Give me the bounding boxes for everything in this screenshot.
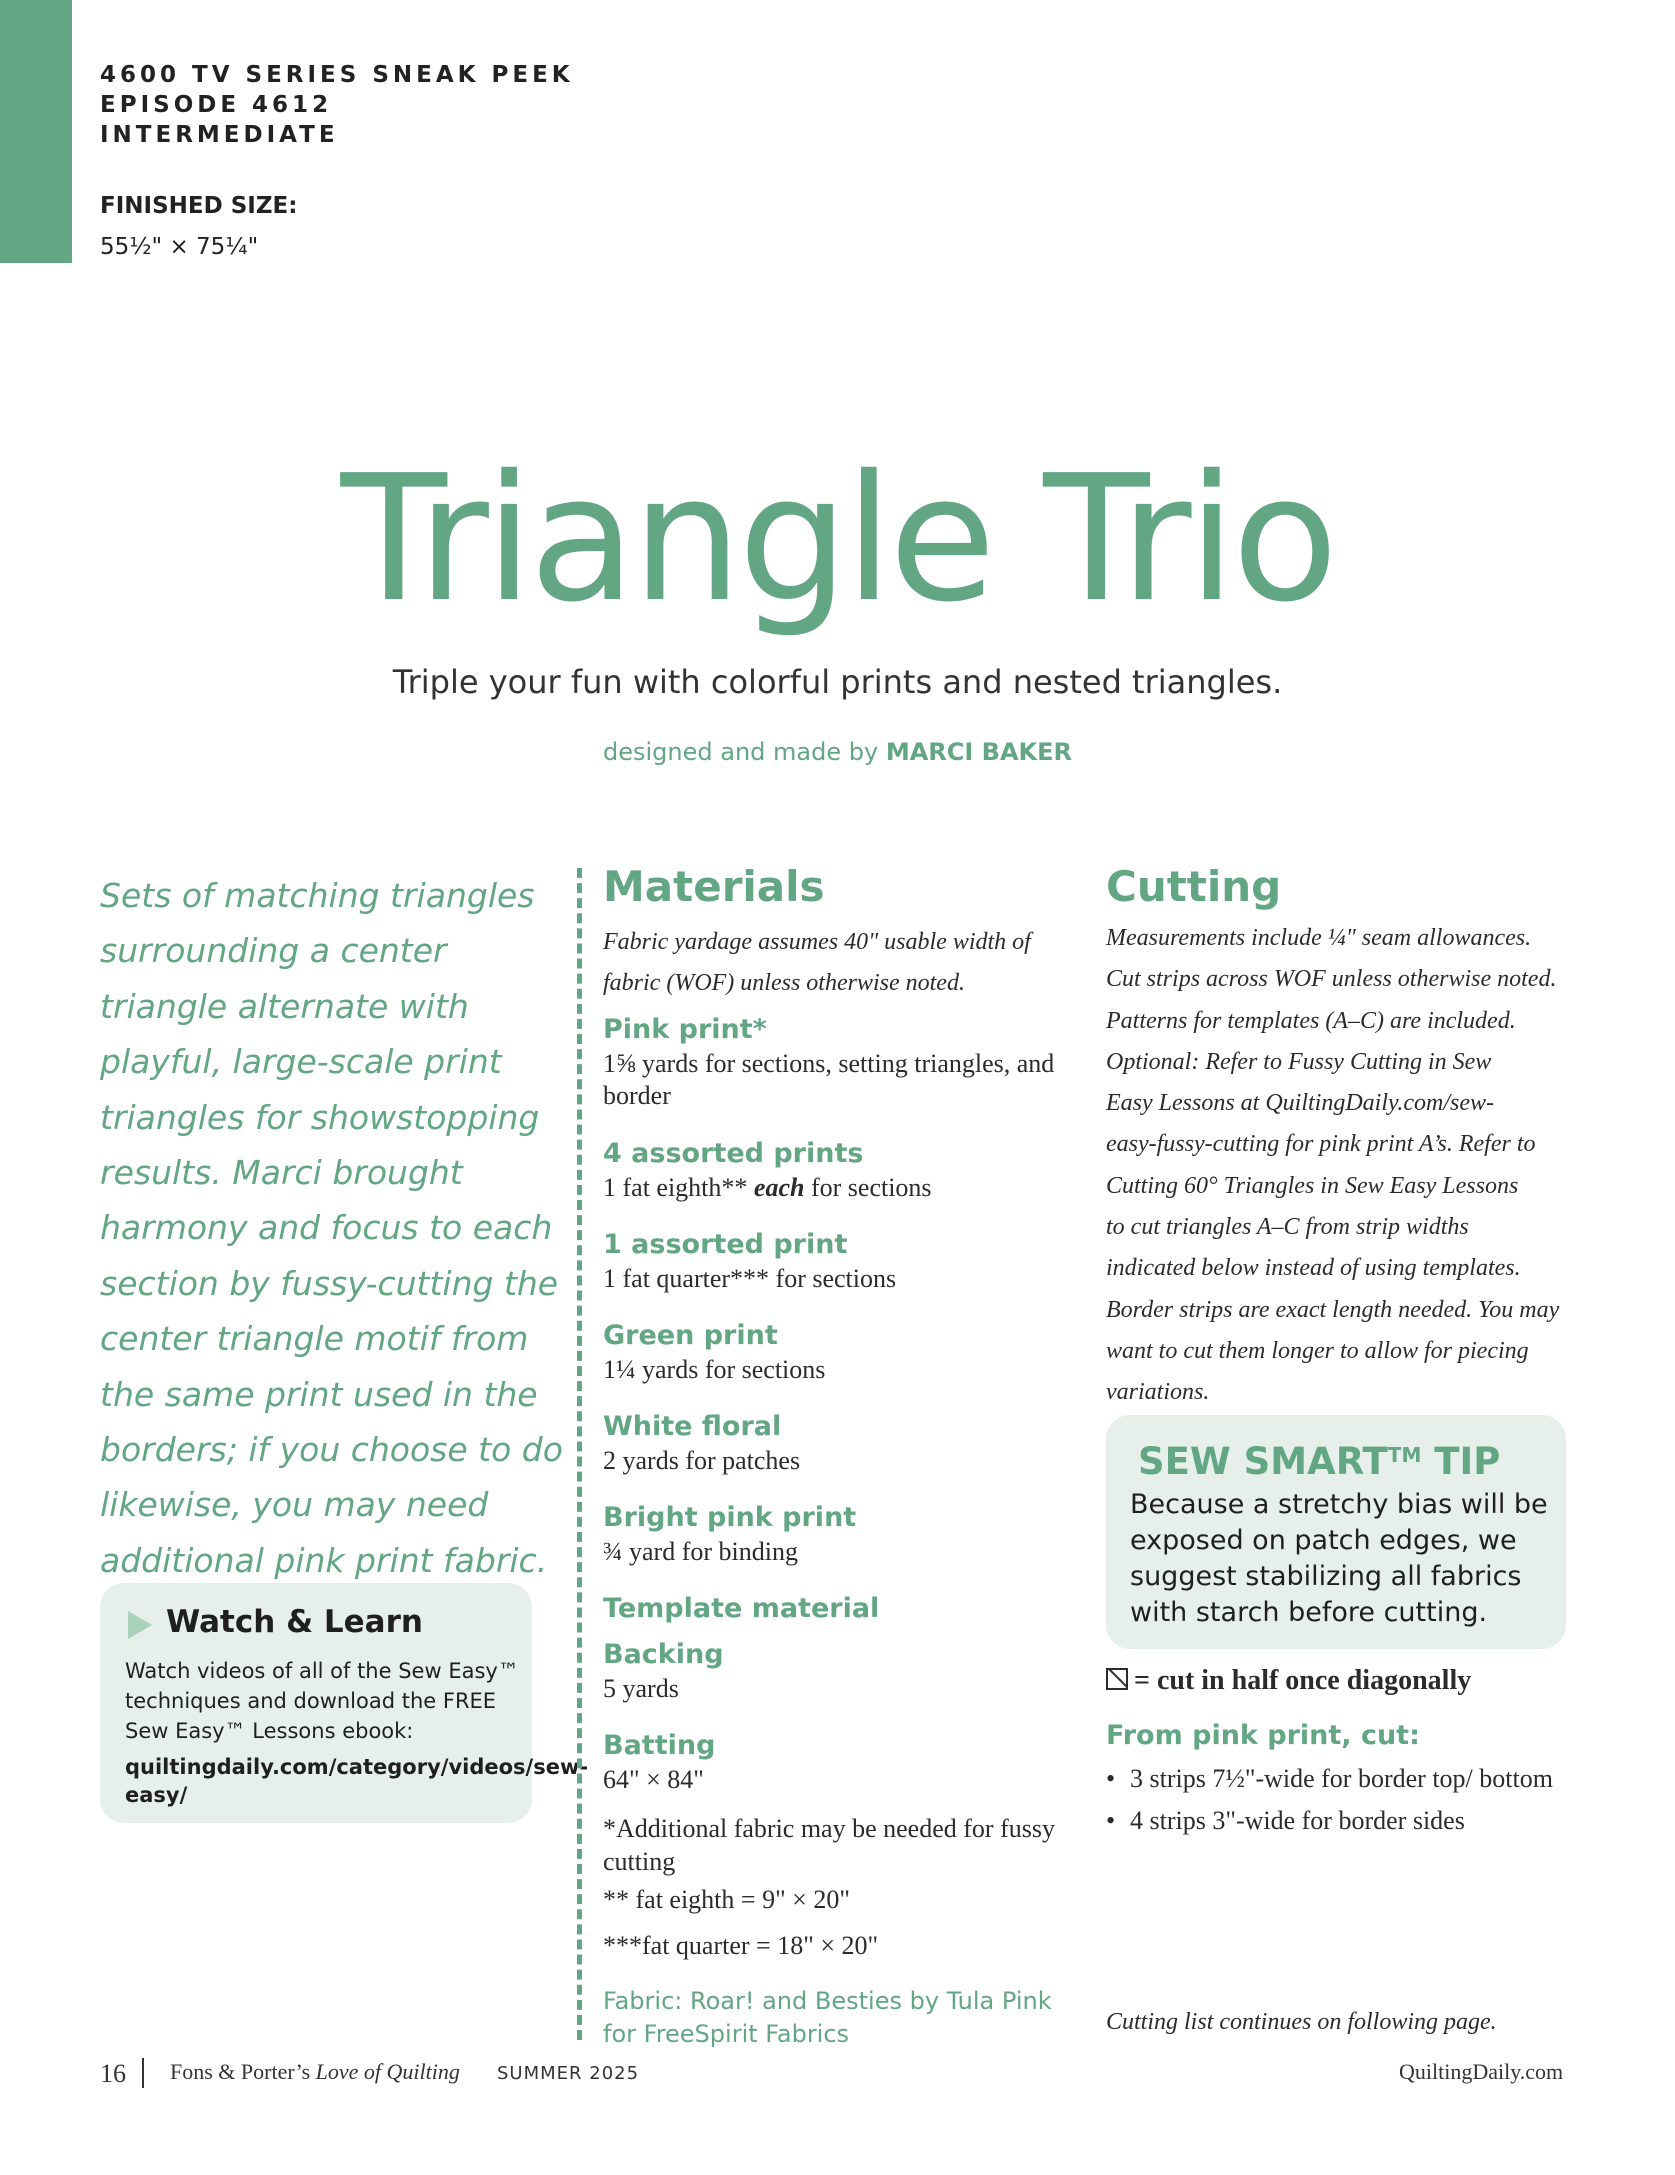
byline (0, 738, 1675, 766)
column-divider (577, 868, 582, 2040)
intro-text: Sets of matching triangles surrounding a center triangle alternate with playful, large-scale print triangles for showstopping results. Marci brought harmony and focus to each section by fussy-cutting the center triangle motif from the same print used in the borders; if you choose to do likewise, you may need additional pink print fabric. (100, 876, 563, 1580)
cut-diagonal-legend (1106, 1665, 1471, 1697)
half-diagonal-square-icon (1106, 1668, 1128, 1690)
page-number: 16 (100, 2059, 126, 2088)
cutting-line: Optional: Refer to Fussy Cutting in Sew (1106, 1048, 1492, 1075)
sidebar-color-bar (0, 0, 72, 263)
materials-heading: Materials (603, 862, 825, 911)
designer-name: MARCI BAKER (885, 738, 1072, 766)
legend-text: = cut in half once diagonally (1134, 1665, 1472, 1696)
material-detail-part: for sections (804, 1173, 932, 1202)
cutting-instructions (1106, 918, 1576, 1414)
cutting-line: Easy Lessons at QuiltingDaily.com/sew- (1106, 1090, 1494, 1117)
cutting-list (1106, 1758, 1566, 1841)
material-name: White floral (603, 1411, 782, 1442)
cutting-line: variations. (1106, 1379, 1210, 1406)
material-name: 1 assorted print (603, 1229, 848, 1260)
fabric-credit: Fabric: Roar! and Besties by Tula Pink for FreeSpirit Fabrics (603, 1987, 1052, 2048)
tip-title (1138, 1440, 1500, 1483)
material-name: Bright pink print (603, 1502, 857, 1533)
material-detail: 5 yards (603, 1674, 679, 1703)
cutting-line: Patterns for templates (A–C) are included. (1106, 1007, 1516, 1034)
material-name: 4 assorted prints (603, 1138, 864, 1169)
magazine-name-b: Love of Quilting (315, 2059, 460, 2084)
cutting-subheading: From pink print, cut: (1106, 1720, 1420, 1751)
cutting-line: Measurements include ¼" seam allowances. (1106, 925, 1532, 951)
series-line: 4600 TV SERIES SNEAK PEEK (100, 62, 574, 88)
cutting-line: Border strips are exact length needed. You may (1106, 1296, 1560, 1323)
footnote-fat-eighth: ** fat eighth = 9" × 20" (603, 1885, 850, 1914)
finished-size-value: 55½" × 75¼" (100, 234, 259, 260)
tip-title-suffix: TIP (1421, 1440, 1501, 1483)
cutting-line: easy-fussy-cutting for pink print A’s. Refer to (1106, 1131, 1536, 1158)
material-name: Backing (603, 1639, 724, 1670)
tip-title-text: SEW SMART (1138, 1440, 1388, 1483)
material-detail: 1 fat quarter*** for sections (603, 1264, 897, 1293)
cutting-line: indicated below instead of using templates. (1106, 1255, 1521, 1282)
material-name: Template material (603, 1593, 880, 1624)
footnote-fat-quarter: ***fat quarter = 18" × 20" (603, 1931, 879, 1960)
watch-learn-link[interactable]: quiltingdaily.com/category/videos/sew-easy/ (125, 1755, 589, 1807)
material-name: Batting (603, 1730, 716, 1761)
continues-note: Cutting list continues on following page. (1106, 2009, 1497, 2035)
material-detail: 2 yards for patches (603, 1446, 801, 1475)
material-detail (603, 1172, 1065, 1204)
footnote-additional-fabric: *Additional fabric may be needed for fussy cutting (603, 1814, 1055, 1876)
magazine-name (170, 2059, 460, 2085)
material-detail: 64" × 84" (603, 1765, 704, 1794)
watch-learn-text: Watch videos of all of the Sew Easy™ techniques and download the FREE Sew Easy™ Lessons ebook: (125, 1659, 519, 1743)
series-info (100, 60, 574, 150)
page-subtitle: Triple your fun with colorful prints and nested triangles. (392, 663, 1283, 701)
material-name: Green print (603, 1320, 778, 1351)
material-detail: ¾ yard for binding (603, 1537, 798, 1566)
episode-line: EPISODE 4612 (100, 92, 333, 118)
page-title: Triangle Trio (340, 438, 1335, 641)
materials-note: Fabric yardage assumes 40" usable width of fabric (WOF) unless otherwise noted. (603, 929, 1031, 997)
cutting-heading: Cutting (1106, 862, 1282, 911)
material-detail: 1¼ yards for sections (603, 1355, 826, 1384)
play-triangle-icon (128, 1611, 152, 1639)
material-detail-part: 1 fat eighth** (603, 1173, 754, 1202)
skill-level: INTERMEDIATE (100, 122, 339, 148)
trademark-mark: TM (1387, 1443, 1422, 1467)
cutting-line: to cut triangles A–C from strip widths (1106, 1214, 1469, 1241)
issue-season: SUMMER 2025 (497, 2063, 640, 2084)
cutting-line: Cutting 60° Triangles in Sew Easy Lessons (1106, 1172, 1519, 1199)
list-item: • 4 strips 3"-wide for border sides (1106, 1800, 1566, 1842)
finished-size-label: FINISHED SIZE: (100, 193, 298, 219)
list-item: • 3 strips 7½"-wide for border top/ bottom (1106, 1758, 1566, 1800)
material-detail: 1⅝ yards for sections, setting triangles, and border (603, 1049, 1055, 1110)
material-detail-emphasis: each (753, 1173, 805, 1202)
tip-text: Because a stretchy bias will be exposed on patch edges, we suggest stabilizing all fabrics with starch before cutting. (1130, 1489, 1548, 1628)
byline-prefix: designed and made by (603, 738, 886, 766)
watch-learn-title: Watch & Learn (166, 1604, 423, 1640)
footer-separator (142, 2058, 144, 2088)
site-url[interactable]: QuiltingDaily.com (1399, 2059, 1564, 2084)
material-name: Pink print* (603, 1014, 767, 1045)
magazine-name-a: Fons & Porter’s (170, 2059, 316, 2084)
cutting-line: want to cut them longer to allow for piecing (1106, 1337, 1529, 1364)
cutting-line: Cut strips across WOF unless otherwise noted. (1106, 966, 1557, 993)
